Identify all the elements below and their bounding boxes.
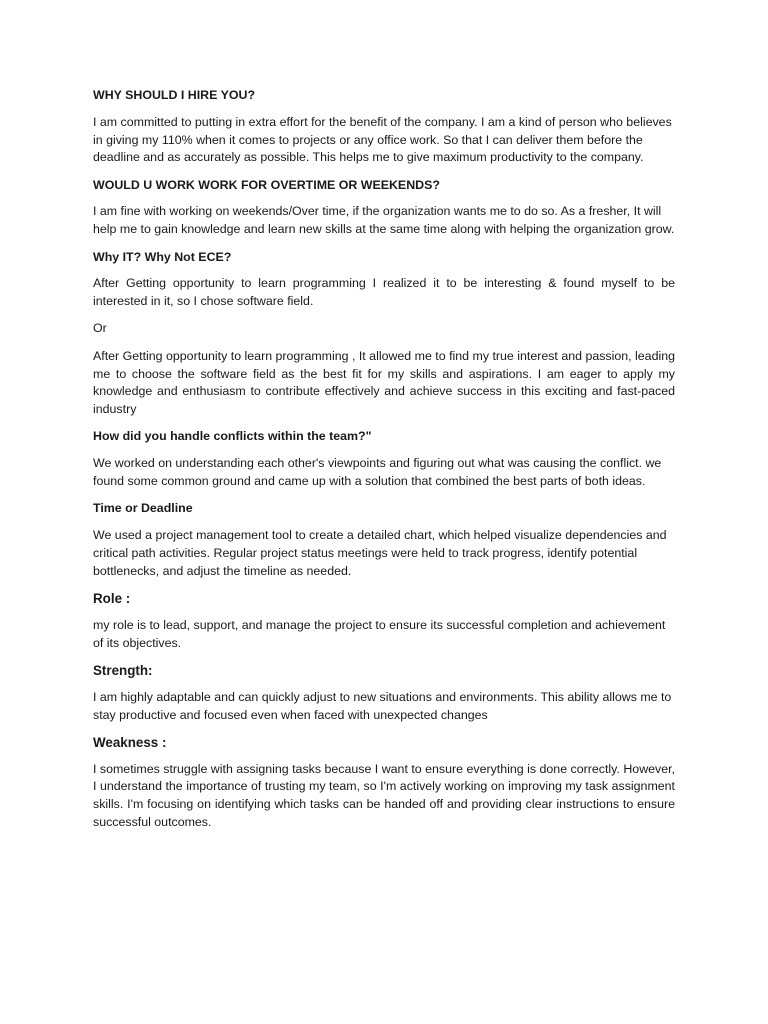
heading-overtime: WOULD U WORK WORK FOR OVERTIME OR WEEKENDS? — [93, 177, 440, 192]
answer-time-deadline: We used a project management tool to create a detailed chart, which helped visualize dependencies and critical path activities. Regular project status meetings were held to track progress, identify potential bottlenecks, and adjust the timeline as needed. — [93, 528, 667, 578]
heading-time-deadline: Time or Deadline — [93, 501, 193, 516]
answer-why-it-1: After Getting opportunity to learn programming I realized it to be interesting & found myself to be interested in it, so I chose software field. — [93, 276, 675, 309]
answer-overtime: I am fine with working on weekends/Over time, if the organization wants me to do so. As a fresher, It will help me to gain knowledge and learn new skills at the same time along with helping the organization grow. — [93, 204, 675, 237]
answer-role: my role is to lead, support, and manage the project to ensure its successful completion and achievement of its objectives. — [93, 617, 666, 650]
answer-why-hire: I am committed to putting in extra effort for the benefit of the company. I am a kind of person who believes in giving my 110% when it comes to projects or any office work. So that I can deliver them before the deadline and as accurately as possible. This helps me to give maximum productivity to the company. — [93, 114, 672, 165]
heading-strength: Strength: — [93, 662, 153, 678]
heading-why-it: Why IT? Why Not ECE? — [93, 249, 232, 264]
answer-weakness: I sometimes struggle with assigning tasks because I want to ensure everything is done correctly. However, I understand the importance of trusting my team, so I'm actively working on improving my task assignment skills. I'm focusing on identifying which tasks can be handed off and providing clear instructions to ensure successful outcomes. — [93, 761, 675, 829]
heading-conflicts: How did you handle conflicts within the team?" — [93, 429, 372, 444]
answer-conflicts: We worked on understanding each other's viewpoints and figuring out what was causing the conflict. we found some common ground and came up with a solution that combined the best parts of both ideas. — [93, 456, 662, 489]
answer-strength: I am highly adaptable and can quickly adjust to new situations and environments. This ability allows me to stay productive and focused even when faced with unexpected changes — [93, 689, 672, 722]
heading-role: Role : — [93, 591, 131, 607]
answer-why-it-2: After Getting opportunity to learn programming , It allowed me to find my true interest and passion, leading me to choose the software field as the best fit for my skills and aspirations. I am eager to apply my knowledge and enthusiasm to contribute effectively and achieve success in this exciting and fast-paced industry — [93, 348, 675, 417]
heading-why-hire: WHY SHOULD I HIRE YOU? — [93, 88, 256, 102]
heading-weakness: Weakness : — [93, 734, 167, 750]
document-page — [93, 87, 675, 841]
answer-why-it-or: Or — [93, 321, 107, 336]
